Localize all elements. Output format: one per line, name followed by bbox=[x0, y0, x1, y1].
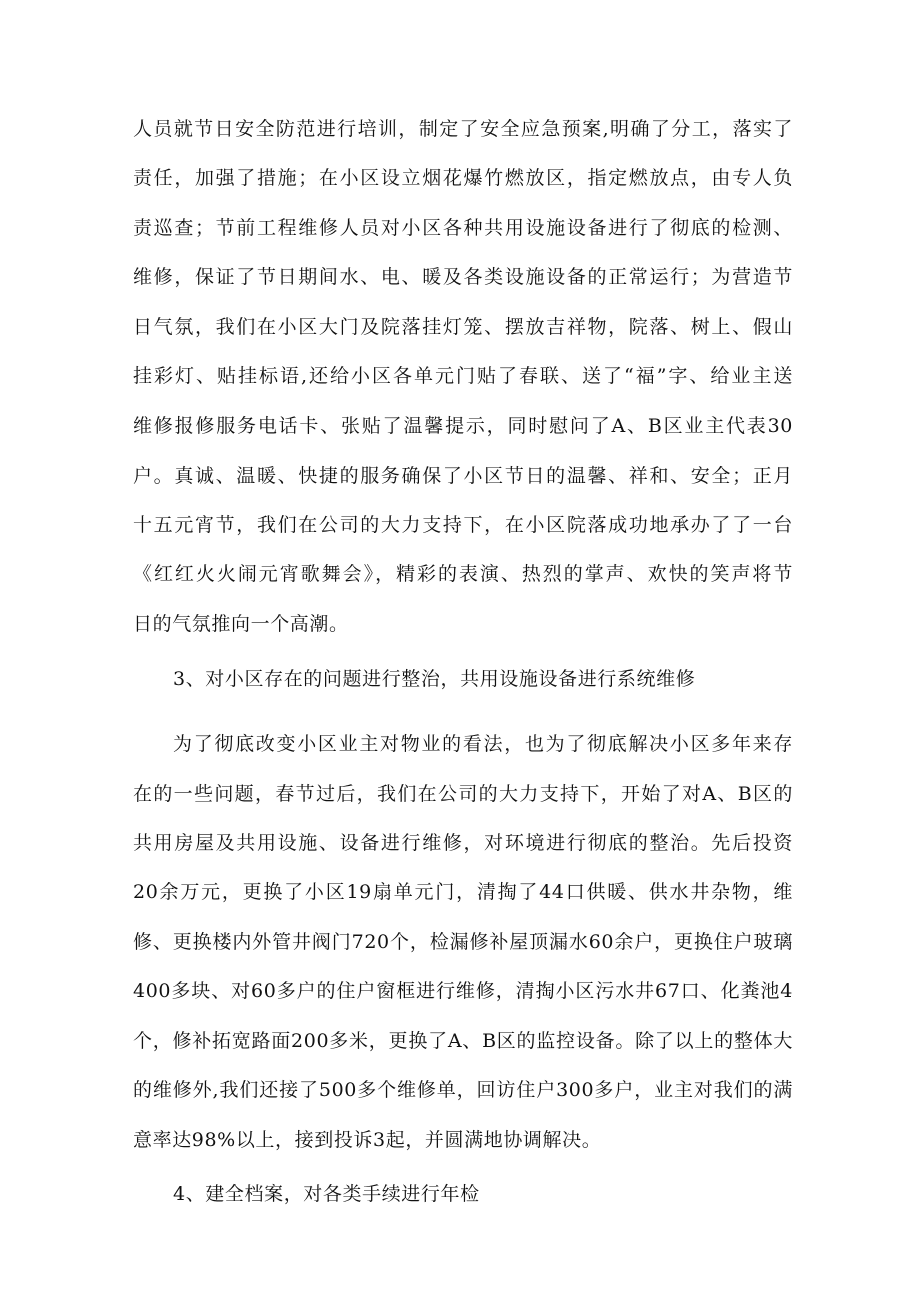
section-heading-3: 3、对小区存在的问题进行整治，共用设施设备进行系统维修 bbox=[173, 668, 696, 690]
text-line: 的维修外,我们还接了500多个维修单，回访住户300多户，业主对我们的满 bbox=[133, 1079, 793, 1101]
text-line: 20余万元，更换了小区19扇单元门，清掏了44口供暖、供水井杂物，维 bbox=[133, 881, 793, 903]
text-line: 为了彻底改变小区业主对物业的看法，也为了彻底解决小区多年来存 bbox=[173, 733, 793, 755]
text-line: 400多块、对60多户的住户窗框进行维修，清掏小区污水井67口、化粪池4 bbox=[133, 980, 793, 1002]
text-line: 维修报修服务电话卡、张贴了温馨提示，同时慰问了A、B区业主代表30 bbox=[133, 415, 793, 437]
text-line: 人员就节日安全防范进行培训，制定了安全应急预案,明确了分工，落实了 bbox=[133, 118, 793, 140]
text-line: 挂彩灯、贴挂标语,还给小区各单元门贴了春联、送了“福”字、给业主送 bbox=[133, 365, 793, 387]
text-line: 户。真诚、温暖、快捷的服务确保了小区节日的温馨、祥和、安全；正月 bbox=[133, 465, 793, 487]
text-line: 责巡查；节前工程维修人员对小区各种共用设施设备进行了彻底的检测、 bbox=[133, 217, 793, 239]
text-line: 《红红火火闹元宵歌舞会》，精彩的表演、热烈的掌声、欢快的笑声将节 bbox=[133, 563, 793, 585]
text-line: 共用房屋及共用设施、设备进行维修，对环境进行彻底的整治。先后投资 bbox=[133, 832, 793, 854]
text-line: 在的一些问题，春节过后，我们在公司的大力支持下，开始了对A、B区的 bbox=[133, 783, 793, 805]
text-line: 责任，加强了措施；在小区设立烟花爆竹燃放区，指定燃放点，由专人负 bbox=[133, 167, 793, 189]
text-line: 十五元宵节，我们在公司的大力支持下，在小区院落成功地承办了了一台 bbox=[133, 514, 793, 536]
text-line: 日的气氛推向一个高潮。 bbox=[133, 613, 349, 635]
section-heading-4: 4、建全档案，对各类手续进行年检 bbox=[173, 1183, 480, 1205]
text-line: 意率达98%以上，接到投诉3起，并圆满地协调解决。 bbox=[133, 1129, 602, 1151]
text-line: 修、更换楼内外管井阀门720个，检漏修补屋顶漏水60余户，更换住户玻璃 bbox=[133, 931, 793, 953]
text-line: 维修，保证了节日期间水、电、暖及各类设施设备的正常运行；为营造节 bbox=[133, 266, 793, 288]
text-line: 个，修补拓宽路面200多米，更换了A、B区的监控设备。除了以上的整体大 bbox=[133, 1030, 793, 1052]
text-line: 日气氛，我们在小区大门及院落挂灯笼、摆放吉祥物，院落、树上、假山 bbox=[133, 316, 793, 338]
